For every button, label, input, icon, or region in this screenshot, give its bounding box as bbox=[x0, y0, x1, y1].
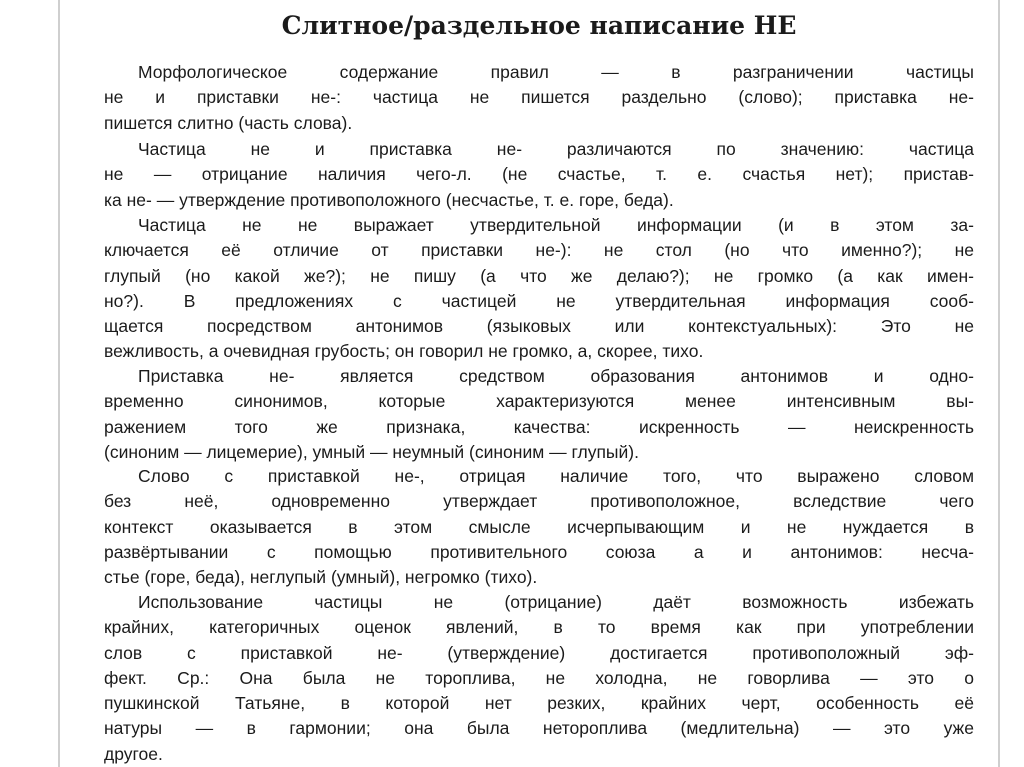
text-line: не и приставки не-: частица не пишется раздельно (слово); приставка не- bbox=[104, 87, 974, 108]
text-line: глупый (но какой же?); не пишу (а что же делаю?); не громко (а как имен- bbox=[104, 265, 974, 286]
paragraph-meaning bbox=[104, 137, 974, 213]
page-title: Слитное/раздельное написание НЕ bbox=[281, 11, 797, 40]
text-line: Частица не и приставка не- различаются по значению: частица bbox=[138, 139, 974, 159]
text-line: ка не- — утверждение противоположного (несчастье, т. е. горе, беда). bbox=[104, 189, 674, 210]
text-line: не — отрицание наличия чего-л. (не счастье, т. е. счастья нет); пристав- bbox=[104, 164, 974, 185]
text-line: другое. bbox=[104, 743, 163, 764]
text-line: пушкинской Татьяне, в которой нет резких, крайних черт, особенность её bbox=[104, 693, 974, 714]
text-line: но?). В предложениях с частицей не утвердительная информация сооб- bbox=[104, 290, 974, 311]
text-line: Частица не не выражает утвердительной информации (и в этом за- bbox=[138, 215, 974, 235]
paragraph-usage bbox=[104, 590, 974, 767]
scanned-page bbox=[104, 0, 974, 767]
text-line: крайних, категоричных оценок явлений, в то время как при употреблении bbox=[104, 617, 974, 638]
text-line: Морфологическое содержание правил — в разграничении частицы bbox=[138, 62, 974, 82]
text-line: ражением того же признака, качества: искренность — неискренность bbox=[104, 416, 974, 437]
text-line: временно синонимов, которые характеризуются менее интенсивным вы- bbox=[104, 391, 974, 412]
text-line: слов с приставкой не- (утверждение) достигается противоположный эф- bbox=[104, 642, 974, 663]
paragraph-prefix-context bbox=[104, 464, 974, 590]
text-line: (синоним — лицемерие), умный — неумный (синоним — глупый). bbox=[104, 441, 639, 462]
left-frame-line bbox=[58, 0, 60, 767]
text-line: без неё, одновременно утверждает противоположное, вследствие чего bbox=[104, 491, 974, 512]
right-frame-line bbox=[998, 0, 1000, 767]
paragraph-particle-info bbox=[104, 213, 974, 365]
text-line: Слово с приставкой не-, отрицая наличие того, что выражено словом bbox=[138, 466, 974, 486]
text-line: стье (горе, беда), неглупый (умный), негромко (тихо). bbox=[104, 567, 538, 588]
paragraph-morphology bbox=[104, 60, 974, 136]
text-line: Приставка не- является средством образования антонимов и одно- bbox=[138, 366, 974, 386]
text-line: щается посредством антонимов (языковых или контекстуальных): Это не bbox=[104, 316, 974, 337]
text-line: натуры — в гармонии; она была нетороплива (медлительна) — это уже bbox=[104, 718, 974, 739]
paragraph-prefix-antonyms bbox=[104, 364, 974, 465]
text-line: вежливость, а очевидная грубость; он говорил не громко, а, скорее, тихо. bbox=[104, 341, 704, 362]
text-line: пишется слитно (часть слова). bbox=[104, 112, 353, 133]
text-line: Использование частицы не (отрицание) даёт возможность избежать bbox=[138, 592, 974, 612]
text-line: развёртывании с помощью противительного союза а и антонимов: несча- bbox=[104, 541, 974, 562]
text-line: фект. Ср.: Она была не тороплива, не холодна, не говорлива — это о bbox=[104, 667, 974, 688]
text-line: контекст оказывается в этом смысле исчерпывающим и не нуждается в bbox=[104, 516, 974, 537]
text-line: ключается её отличие от приставки не-): не стол (но что именно?); не bbox=[104, 240, 974, 261]
